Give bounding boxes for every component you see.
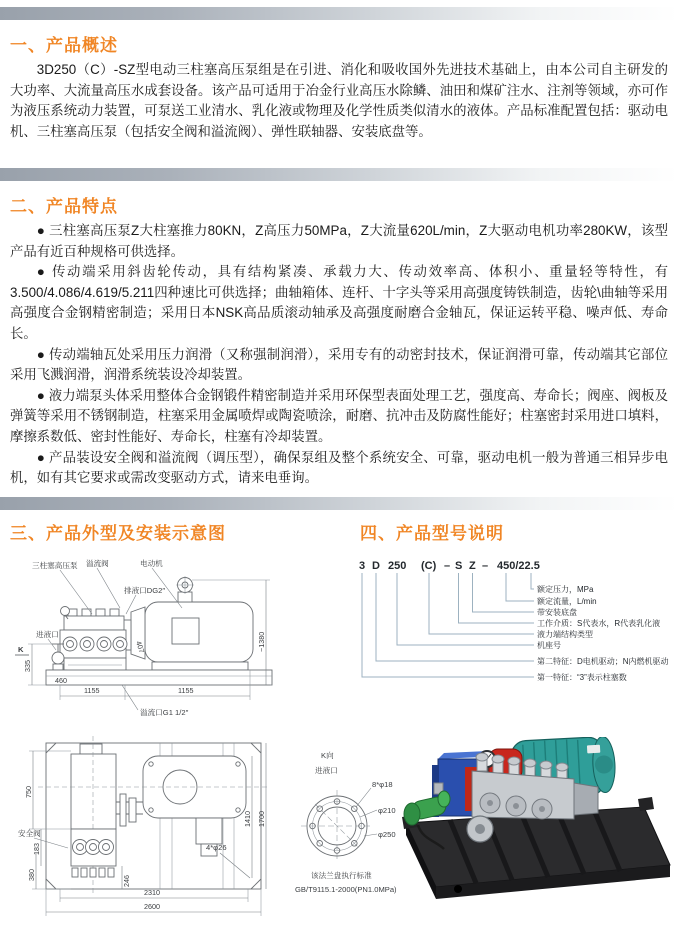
section2-heading: 二、产品特点 xyxy=(10,197,118,216)
model-part-dash2: – xyxy=(482,560,489,572)
dim-base-width: 460 xyxy=(55,676,67,685)
safety-valve-label: 安全阀 xyxy=(18,829,41,838)
flange-bolt-circle-label: φ210 xyxy=(378,806,396,815)
model-part-s: S xyxy=(455,560,463,572)
flange-name-label: 进液口 xyxy=(315,766,338,775)
dim-2600: 2600 xyxy=(144,902,160,911)
dim-1700: 1700 xyxy=(257,811,266,827)
section-divider-bar xyxy=(0,168,678,181)
dim-750: 750 xyxy=(24,786,33,798)
section1-heading: 一、产品概述 xyxy=(10,36,118,55)
flange-outline xyxy=(301,790,373,862)
feature-item: ● 传动端采用斜齿轮传动，具有结构紧凑、承载力大、传动效率高、体积小、重量轻等特性，有3.500/4.086/4.619/5.211四种速比可供选择；曲轴箱体、连杆、十字头等采用高强度铸铁制造，齿轮\曲轴等采用高强度合金钢精密制造；采用日本NSK高品质滚动轴承及高强度耐磨合金轴瓦，保证运转平稳、噪声低、寿命长。 xyxy=(10,264,668,341)
dim-1410: 1410 xyxy=(243,811,252,827)
model-part-3: 3 xyxy=(359,560,366,572)
model-label-frame: 机座号 xyxy=(537,641,561,650)
dim-2310: 2310 xyxy=(144,888,160,897)
section-divider-bar xyxy=(0,497,678,510)
dim-183: 183 xyxy=(32,843,41,855)
dim-246: 246 xyxy=(122,875,131,887)
model-part-dash1: – xyxy=(444,560,451,572)
model-part-d: D xyxy=(372,560,380,572)
relief-valve-label: 溢流阀 xyxy=(86,559,109,568)
model-label-chassis: 带安装底盘 xyxy=(537,608,577,617)
side-view-drawing xyxy=(2,552,340,724)
model-label-fluid-end: 液力端结构类型 xyxy=(537,630,593,639)
feature-item: ● 三柱塞高压泵Z大柱塞推力80KN，Z高压力50MPa，Z大流量620L/min，Z大驱动电机功率280KW，该型产品有近百种规格可供选择。 xyxy=(10,223,668,259)
dim-inlet-height: 335 xyxy=(23,660,32,672)
flange-holes-label: 8*φ18 xyxy=(372,780,393,789)
flange-standard-line2: GB/T9115.1-2000(PN1.0MPa) xyxy=(295,885,397,894)
model-part-c: (C) xyxy=(421,560,437,572)
model-label-medium: 工作介质：S代表水，R代表乳化液 xyxy=(537,619,661,628)
model-label-flow: 额定流量，L/min xyxy=(537,597,597,606)
view-k-label: K xyxy=(18,645,24,654)
pump-outline xyxy=(60,607,127,673)
section-divider-bar xyxy=(0,7,678,20)
inlet-label: 进液口 xyxy=(36,630,59,639)
section3-heading: 三、产品外型及安装示意图 xyxy=(10,524,226,543)
model-part-250: 250 xyxy=(388,560,407,572)
base-skid-outline xyxy=(46,670,272,685)
model-code-diagram xyxy=(355,556,677,724)
flange-outer-label: φ250 xyxy=(378,830,396,839)
dim-380: 380 xyxy=(27,869,36,881)
model-label-feature2: 第二特征：D电机驱动；N内燃机驱动 xyxy=(537,657,669,666)
flange-view-label: K向 xyxy=(321,751,334,760)
section4-heading: 四、产品型号说明 xyxy=(360,524,504,543)
model-part-rating: 450/22.5 xyxy=(497,560,540,572)
product-photo xyxy=(392,737,678,923)
feature-list xyxy=(10,221,668,489)
overflow-port-label: 溢流口G1 1/2″ xyxy=(140,708,189,717)
dim-angle: 407 xyxy=(134,639,147,655)
model-part-z: Z xyxy=(469,560,476,572)
dim-1155-right: 1155 xyxy=(178,686,194,695)
feature-item: ● 液力端泵头体采用整体合金钢锻件精密制造并采用环保型表面处理工艺，强度高、寿命长；阀座、阀板及弹簧等采用不锈钢制造，柱塞采用金属喷焊或陶瓷喷涂，耐磨、抗冲击及防腐性能好；柱塞密封采用进口填料，摩擦系数低、密封性能好、寿命长，柱塞有冷却装置。 xyxy=(10,387,668,444)
holes-label: 4*φ26 xyxy=(206,843,227,852)
drain-port-label: 排液口DG2″ xyxy=(124,586,166,595)
flange-standard-line1: 该法兰盘执行标准 xyxy=(311,871,372,880)
motor-label: 电动机 xyxy=(140,559,163,568)
overview-paragraph: 3D250（C）-SZ型电动三柱塞高压泵组是在引进、消化和吸收国外先进技术基础上，由本公司自主研发的大功率、大流量高压水成套设备。该产品可适用于冶金行业高压水除鳞、油田和煤矿注水、注剂等领域，亦可作为液压系统动力装置，可泵送工业清水、乳化液或物理及化学性质类似清水的液体。产品标准配置包括：驱动电机、三柱塞高压泵（包括安全阀和溢流阀）、弹性联轴器、安装底盘等。 xyxy=(10,62,668,139)
pump-label: 三柱塞高压泵 xyxy=(32,561,78,570)
dim-total-height: ~1380 xyxy=(257,631,266,652)
feature-item: ● 传动端轴瓦处采用压力润滑（又称强制润滑），采用专有的动密封技术，保证润滑可靠，传动端其它部位采用飞溅润滑，润滑系统装设冷却装置。 xyxy=(10,346,668,383)
plan-view-drawing xyxy=(8,726,300,925)
model-label-feature1: 第一特征：“3”表示柱塞数 xyxy=(537,673,627,682)
model-label-pressure: 额定压力，MPa xyxy=(537,585,594,594)
dim-1155-left: 1155 xyxy=(84,686,100,695)
feature-item: ● 产品装设安全阀和溢流阀（调压型），确保泵组及整个系统安全、可靠，驱动电机一般为普通三相异步电机，如有其它要求或需改变驱动方式，请来电垂询。 xyxy=(10,449,668,486)
